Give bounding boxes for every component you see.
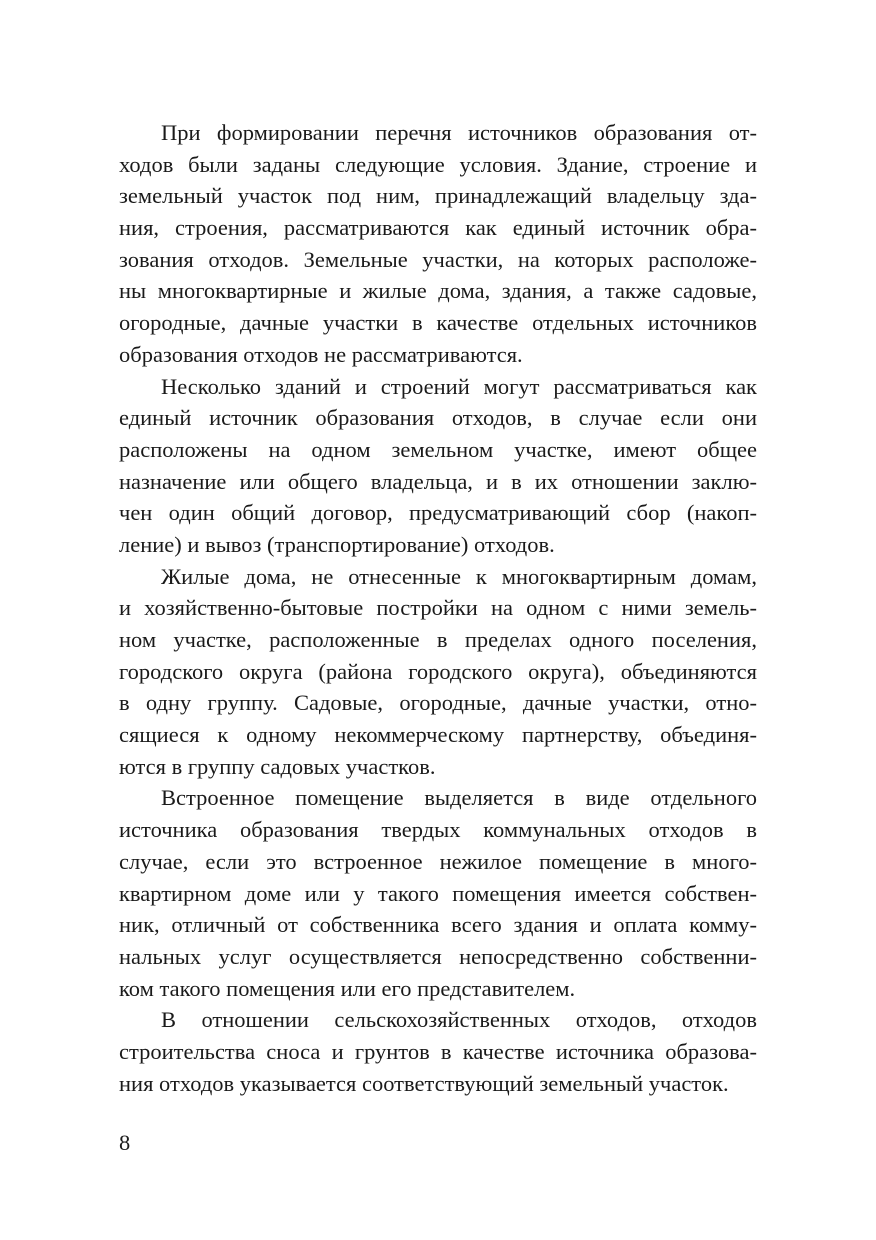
text-line: квартирном доме или у такого помещения имеется собствен- — [119, 880, 757, 906]
paragraph — [119, 1004, 757, 1099]
text-line: земельный участок под ним, принадлежащий владельцу зда- — [119, 183, 757, 209]
text-line: Несколько зданий и строений могут рассматриваться как — [161, 373, 757, 399]
text-line: ком такого помещения или его представителем. — [119, 975, 576, 1001]
paragraph — [119, 561, 757, 783]
paragraph — [119, 117, 757, 371]
text-line: источника образования твердых коммунальных отходов в — [119, 817, 757, 843]
text-line: Встроенное помещение выделяется в виде отдельного — [161, 785, 757, 811]
text-line: чен один общий договор, предусматривающий сбор (накоп- — [119, 500, 757, 526]
text-line: единый источник образования отходов, в случае если они — [119, 405, 757, 431]
text-line: ются в группу садовых участков. — [119, 753, 436, 779]
text-line: ление) и вывоз (транспортирование) отходов. — [119, 531, 555, 557]
paragraph — [119, 371, 757, 561]
text-line: расположены на одном земельном участке, имеют общее — [119, 436, 757, 462]
text-line: При формировании перечня источников образования от- — [161, 120, 757, 145]
text-line: нальных услуг осуществляется непосредственно собственни- — [119, 943, 757, 969]
text-line: Жилые дома, не отнесенные к многоквартирным домам, — [161, 563, 757, 589]
text-line: зования отходов. Земельные участки, на которых расположе- — [119, 246, 757, 272]
text-line: случае, если это встроенное нежилое помещение в много- — [119, 848, 757, 874]
text-line: ник, отличный от собственника всего здания и оплата комму- — [119, 912, 757, 938]
text-line: сящиеся к одному некоммерческому партнерству, объединя- — [119, 722, 757, 748]
text-line: образования отходов не рассматриваются. — [119, 341, 523, 367]
text-line: огородные, дачные участки в качестве отдельных источников — [119, 310, 757, 336]
page-number: 8 — [119, 1130, 131, 1155]
text-line: и хозяйственно-бытовые постройки на одном с ними земель- — [119, 595, 757, 621]
body-text — [119, 117, 757, 1099]
text-line: строительства сноса и грунтов в качестве источника образова- — [119, 1038, 757, 1064]
text-line: В отношении сельскохозяйственных отходов, отходов — [161, 1007, 757, 1033]
text-line: в одну группу. Садовые, огородные, дачные участки, отно- — [119, 690, 757, 716]
text-line: ном участке, расположенные в пределах одного поселения, — [119, 627, 757, 652]
text-line: назначение или общего владельца, и в их отношении заклю- — [119, 468, 757, 494]
text-line: ния отходов указывается соответствующий земельный участок. — [119, 1070, 729, 1096]
text-line: ны многоквартирные и жилые дома, здания, а также садовые, — [119, 278, 757, 304]
text-line: городского округа (района городского округа), объединяются — [119, 658, 757, 684]
text-line: ния, строения, рассматриваются как единый источник обра- — [119, 215, 757, 241]
paragraph — [119, 782, 757, 1004]
text-line: ходов были заданы следующие условия. Здание, строение и — [119, 151, 757, 177]
